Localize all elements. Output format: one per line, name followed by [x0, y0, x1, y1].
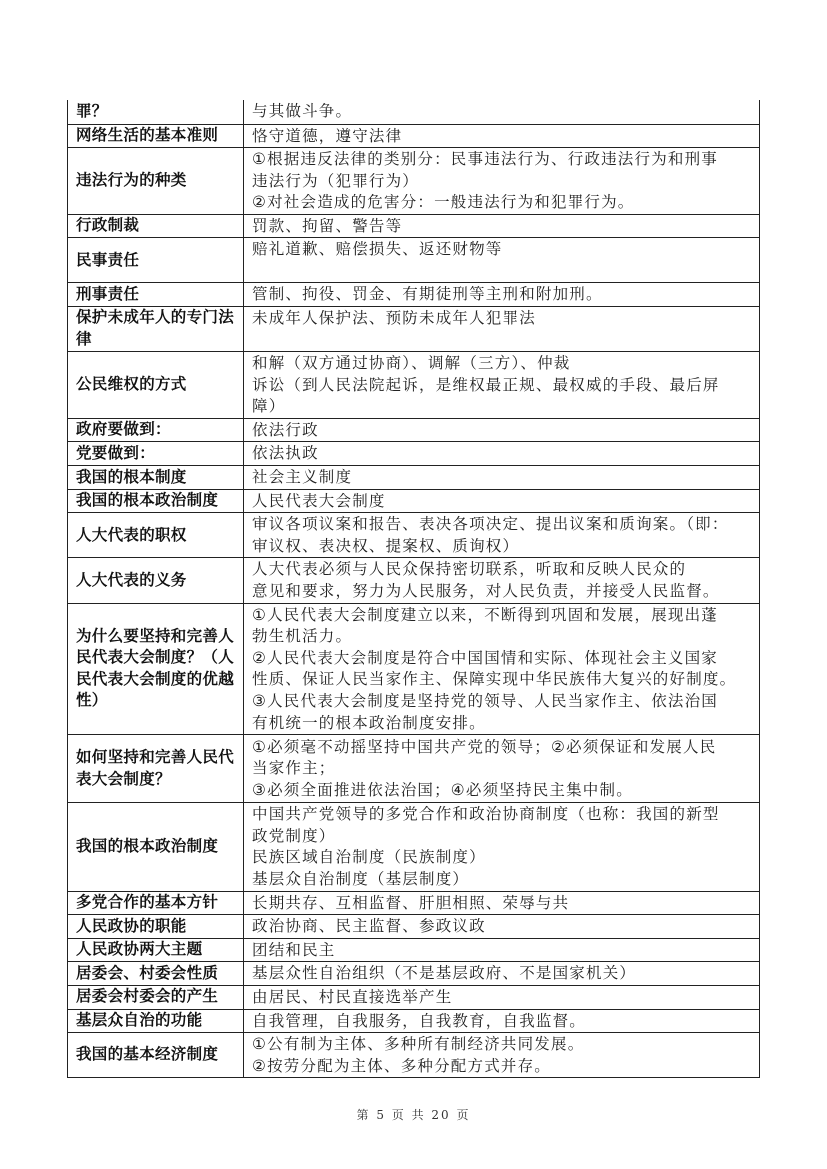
row-content [244, 238, 760, 283]
row-topic [68, 214, 244, 238]
row-content [244, 307, 760, 352]
content-line: ①人民代表大会制度建立以来，不断得到巩固和发展，展现出蓬 [252, 605, 718, 624]
row-content [244, 489, 760, 513]
content-line: 未成年人保护法、预防未成年人犯罪法 [252, 309, 536, 328]
topic-text: 我国的根本政治制度 [76, 491, 219, 510]
row-content [244, 466, 760, 490]
row-topic [68, 148, 244, 215]
content-line: 管制、拘役、罚金、有期徒刑等主刑和附加刑。 [252, 285, 603, 304]
topic-text: 刑事责任 [76, 284, 140, 303]
row-topic [68, 124, 244, 148]
row-content [244, 915, 760, 939]
content-line: 由居民、村民直接选举产生 [252, 987, 453, 1006]
row-topic [68, 100, 244, 124]
content-line: 意见和要求，努力为人民服务，对人民负责，并接受人民监督。 [252, 582, 720, 600]
table-row [68, 352, 760, 419]
row-topic [68, 442, 244, 466]
row-topic [68, 1033, 244, 1078]
row-content [244, 418, 760, 442]
topic-text: 违法行为的种类 [76, 171, 187, 190]
row-topic [68, 238, 244, 283]
topic-text: 公民维权的方式 [76, 375, 187, 394]
content-line: ①必须毫不动摇坚持中国共产党的领导；②必须保证和发展人民 [252, 737, 717, 756]
row-content [244, 148, 760, 215]
content-line: 政党制度） [252, 826, 336, 845]
row-topic [68, 283, 244, 307]
topic-text: 人大代表的义务 [76, 570, 187, 589]
row-topic [68, 803, 244, 891]
row-content [244, 1009, 760, 1033]
topic-text: 人民政协的职能 [76, 916, 187, 935]
row-topic [68, 307, 244, 352]
content-line: 性质、保证人民当家作主、保障实现中华民族伟大复兴的好制度。 [252, 670, 737, 689]
content-line: 有机统一的根本政治制度安排。 [252, 713, 486, 732]
content-line: 违法行为（犯罪行为） [252, 171, 420, 190]
content-line: 赔礼道歉、赔偿损失、返还财物等 [252, 240, 503, 259]
topic-text: 行政制裁 [76, 216, 140, 235]
table-row [68, 891, 760, 915]
row-content [244, 513, 760, 558]
content-line: ③必须全面推进依法治国；④必须坚持民主集中制。 [252, 780, 633, 799]
content-line: 诉讼（到人民法院起诉，是维权最正规、最权威的手段、最后屏 [252, 375, 720, 394]
table-row [68, 148, 760, 215]
content-line: 审议权、表决权、提案权、质询权） [252, 536, 520, 555]
content-line: 障） [252, 397, 286, 416]
content-line: ②人民代表大会制度是符合中国国情和实际、体现社会主义国家 [252, 648, 718, 667]
table-row [68, 513, 760, 558]
row-topic [68, 558, 244, 603]
table-row [68, 1033, 760, 1078]
row-topic [68, 962, 244, 986]
content-line: ①根据违反法律的类别分：民事违法行为、行政违法行为和刑事 [252, 150, 718, 169]
row-content [244, 1033, 760, 1078]
table-row [68, 1009, 760, 1033]
table-row [68, 489, 760, 513]
row-topic [68, 735, 244, 803]
table-row [68, 962, 760, 986]
table-row [68, 803, 760, 891]
row-content [244, 214, 760, 238]
row-topic [68, 938, 244, 962]
content-line: 勃生机活力。 [252, 627, 353, 646]
content-line: 和解（双方通过协商）、调解（三方）、仲裁 [252, 354, 571, 373]
row-topic [68, 352, 244, 419]
table-row [68, 466, 760, 490]
row-content [244, 962, 760, 986]
content-line: 基层众自治制度（基层制度） [252, 869, 470, 888]
content-line: 当家作主； [252, 759, 336, 778]
table-row [68, 603, 760, 735]
table-row [68, 442, 760, 466]
row-content [244, 735, 760, 803]
row-topic [68, 915, 244, 939]
row-topic [68, 513, 244, 558]
row-content [244, 603, 760, 735]
row-content [244, 100, 760, 124]
content-line: ①公有制为主体、多种所有制经济共同发展。 [252, 1035, 585, 1054]
content-line: 依法执政 [252, 444, 319, 463]
content-line: 审议各项议案和报告、表决各项决定、提出议案和质询案。（即： [252, 515, 729, 534]
topic-text: 居委会村委会的产生 [76, 987, 219, 1006]
row-content [244, 558, 760, 603]
table-row [68, 238, 760, 283]
content-line: ②对社会造成的危害分：一般违法行为和犯罪行为。 [252, 193, 635, 212]
table-row [68, 307, 760, 352]
table-row [68, 735, 760, 803]
row-topic [68, 1009, 244, 1033]
row-content [244, 283, 760, 307]
topic-text: 多党合作的基本方针 [76, 893, 219, 912]
table-row [68, 124, 760, 148]
topic-text: 居委会、村委会性质 [76, 963, 219, 982]
content-line: 与其做斗争。 [252, 102, 353, 121]
row-topic [68, 891, 244, 915]
content-line: 长期共存、互相监督、肝胆相照、荣辱与共 [252, 893, 570, 912]
content-line: 自我管理，自我服务，自我教育，自我监督。 [252, 1011, 587, 1030]
topic-text: 为什么要坚持和完善人民代表大会制度？（人民代表大会制度的优越性） [76, 626, 235, 710]
row-topic [68, 489, 244, 513]
table-row [68, 214, 760, 238]
topic-text: 网络生活的基本准则 [76, 126, 219, 144]
row-topic [68, 985, 244, 1009]
topic-text: 保护未成年人的专门法律 [76, 308, 235, 349]
content-line: 政治协商、民主监督、参政议政 [252, 917, 486, 936]
topic-text: 我国的根本政治制度 [76, 837, 219, 856]
topic-text: 党要做到： [76, 443, 156, 462]
content-line: 恪守道德，遵守法律 [252, 126, 403, 145]
content-line: 人民代表大会制度 [252, 491, 386, 510]
content-line: ②按劳分配为主体、多种分配方式并存。 [252, 1056, 551, 1075]
topic-text: 如何坚持和完善人民代表大会制度？ [76, 748, 235, 788]
row-content [244, 803, 760, 891]
row-content [244, 124, 760, 148]
topic-text: 我国的基本经济制度 [76, 1045, 219, 1064]
content-line: ③人民代表大会制度是坚持党的领导、人民当家作主、依法治国 [252, 691, 718, 710]
row-content [244, 985, 760, 1009]
page-number: 第 5 页 共 20 页 [356, 1108, 471, 1122]
row-content [244, 938, 760, 962]
content-line: 基层众性自治组织（不是基层政府、不是国家机关） [252, 964, 637, 983]
content-line: 人大代表必须与人民众保持密切联系，听取和反映人民众的 [252, 560, 687, 579]
content-line: 民族区域自治制度（民族制度） [252, 848, 486, 867]
topic-text: 罪？ [76, 101, 108, 120]
row-content [244, 442, 760, 466]
topic-text: 民事责任 [76, 250, 140, 269]
row-content [244, 891, 760, 915]
table-row [68, 558, 760, 603]
topic-text: 基层众自治的功能 [76, 1011, 203, 1029]
row-topic [68, 466, 244, 490]
table-row [68, 283, 760, 307]
topic-text: 我国的根本制度 [76, 467, 187, 486]
content-line: 依法行政 [252, 420, 319, 439]
row-content [244, 352, 760, 419]
content-line: 中国共产党领导的多党合作和政治协商制度（也称：我国的新型 [252, 805, 720, 824]
topic-text: 人民政协两大主题 [76, 940, 203, 959]
topic-text: 政府要做到： [76, 420, 171, 439]
content-line: 社会主义制度 [252, 468, 353, 487]
row-topic [68, 603, 244, 735]
table-row [68, 938, 760, 962]
row-topic [68, 418, 244, 442]
table-row [68, 100, 760, 124]
content-line: 罚款、拘留、警告等 [252, 216, 403, 235]
knowledge-table [67, 100, 760, 1078]
table-row [68, 418, 760, 442]
table-row [68, 985, 760, 1009]
content-line: 团结和民主 [252, 940, 336, 959]
table-row [68, 915, 760, 939]
topic-text: 人大代表的职权 [76, 525, 187, 544]
